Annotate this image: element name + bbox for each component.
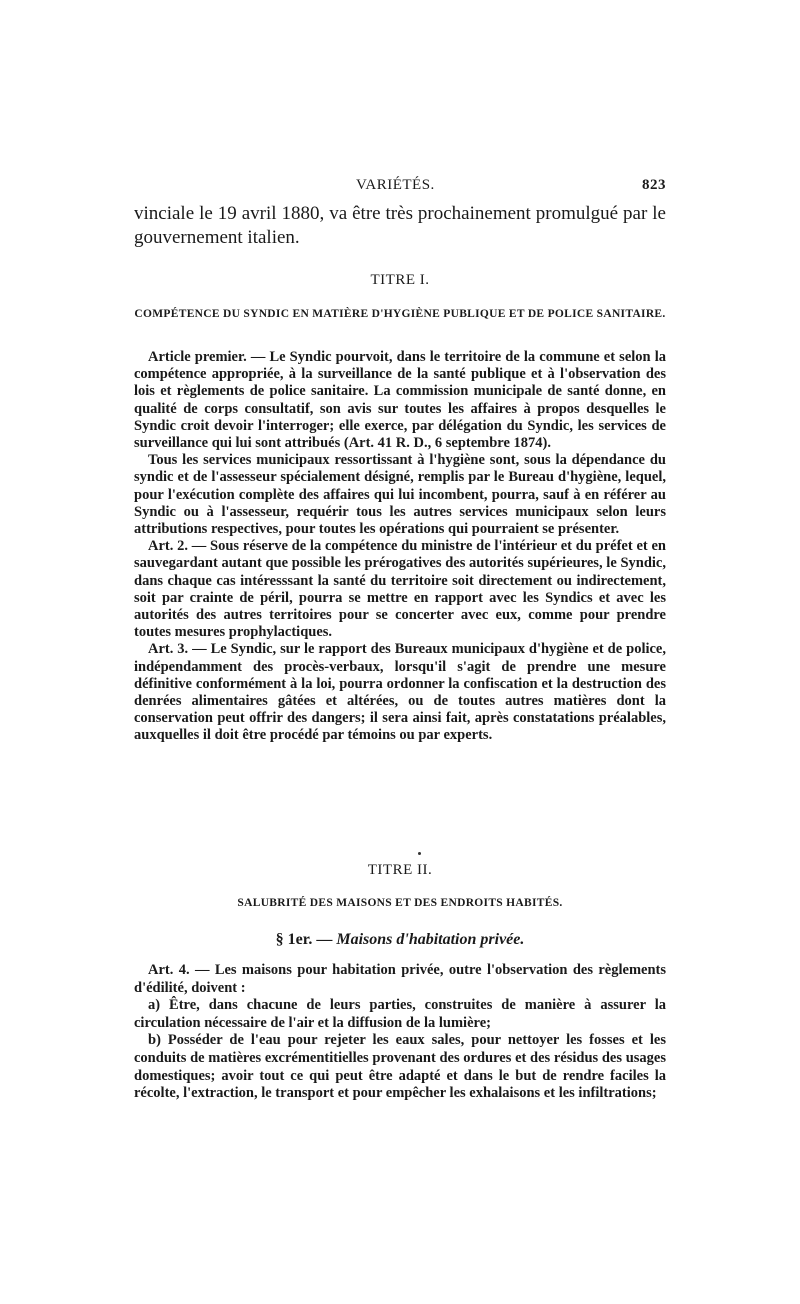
article-4-paragraph: Art. 4. — Les maisons pour habitation privée, outre l'observation des règlements d'édilité, doivent : bbox=[134, 962, 666, 996]
titre-1-subheading: COMPÉTENCE DU SYNDIC EN MATIÈRE D'HYGIÈNE PUBLIQUE ET DE POLICE SANITAIRE. bbox=[134, 308, 666, 320]
services-paragraph: Tous les services municipaux ressortissant à l'hygiène sont, sous la dépendance du syndic et de l'assesseur spécialement désigné, remplis par le Bureau d'hygiène, lequel, pour l'exécution complète des affaires qui lui incombent, pourra, sauf à en référer au Syndic ou à l'assesseur, requérir tous les autres services municipaux selon leurs attributions respectives, pour toutes les opérations qui pourraient se présenter. bbox=[134, 452, 666, 538]
titre-2-body bbox=[134, 962, 666, 1103]
article-1-paragraph: Article premier. — Le Syndic pourvoit, dans le territoire de la commune et selon la compétence appropriée, à la surveillance de la santé publique et à l'observation des lois et règlements de police sanitaire. La commission municipale de santé donne, en qualité de corps consultatif, son avis sur toutes les affaires à propos desquelles le Syndic croit devoir l'interroger; elle exerce, par délégation du Syndic, les services de surveillance qui lui sont attribués (Art. 41 R. D., 6 septembre 1874). bbox=[134, 349, 666, 452]
running-header bbox=[134, 177, 666, 197]
section-1-heading bbox=[134, 931, 666, 949]
titre-2-heading: TITRE II. bbox=[367, 862, 433, 878]
running-title: VARIÉTÉS. bbox=[356, 177, 435, 193]
article-3-paragraph: Art. 3. — Le Syndic, sur le rapport des Bureaux municipaux d'hygiène et de police, indépendamment des procès-verbaux, lorsqu'il s'agit de prendre une mesure définitive conformément à la loi, pourra ordonner la confiscation et la destruction des denrées alimentaires gâtées et altérées, ou de toutes autres matières dont la conservation peut offrir des dangers; il sera ainsi fait, après constatations préalables, auxquelles il doit être procédé par témoins ou par experts. bbox=[134, 641, 666, 744]
page-number: 823 bbox=[642, 177, 666, 193]
article-4-item-b: b) Posséder de l'eau pour rejeter les eaux sales, pour nettoyer les fosses et les conduits de matières excrémentitielles provenant des ordures et des résidus des usages domestiques; avoir tout ce qui peut être adapté et dans le but de rendre faciles la récolte, l'extraction, le transport et pour empêcher les exhalaisons et les infiltrations; bbox=[134, 1032, 666, 1102]
intro-paragraph: vinciale le 19 avril 1880, va être très prochainement promulgué par le gouvernement italien. bbox=[134, 203, 666, 248]
titre-2-subheading: SALUBRITÉ DES MAISONS ET DES ENDROITS HABITÉS. bbox=[237, 897, 563, 909]
article-4-item-a: a) Être, dans chacune de leurs parties, construites de manière à assurer la circulation nécessaire de l'air et la diffusion de la lumière; bbox=[134, 997, 666, 1031]
ink-speck bbox=[418, 852, 421, 855]
section-1-prefix: § 1er. — bbox=[275, 931, 337, 948]
article-2-paragraph: Art. 2. — Sous réserve de la compétence du ministre de l'intérieur et du préfet et en sauvegardant autant que possible les prérogatives des autorités supérieures, le Syndic, dans chaque cas intéresssant la santé du territoire soit directement ou indirectement, soit par crainte de péril, pourra se mettre en rapport avec les Syndics et avec les autorités des autres territoires pour se concerter avec eux, comme pour prendre toutes mesures prophylactiques. bbox=[134, 538, 666, 641]
titre-1-heading: TITRE I. bbox=[370, 272, 430, 288]
section-1-title: Maisons d'habitation privée. bbox=[336, 931, 525, 948]
titre-1-body bbox=[134, 349, 666, 745]
